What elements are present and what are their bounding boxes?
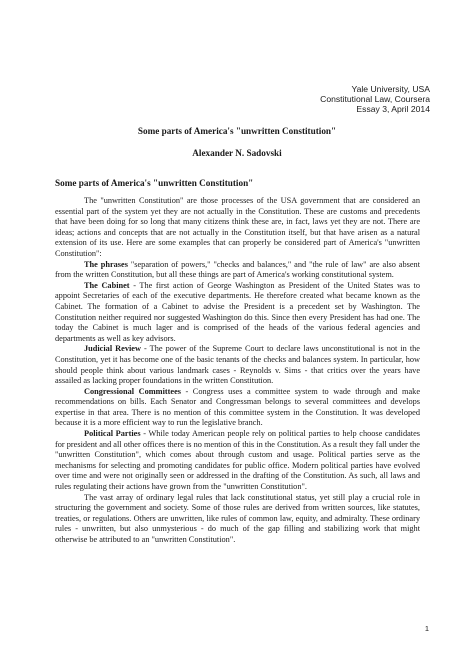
paragraph-text: "separation of powers," "checks and balances," and "the rule of law" are also absent from the written Constitution, but all these things are part of America's working constitutional system.: [55, 259, 420, 280]
affiliation-block: [320, 84, 430, 114]
paragraph-text: - Congress uses a committee system to wade through and make recommendations on bills. Each Senator and Congressman belongs to several committees and develops expertise in that area. There is no mention of this committee system in the Constitution. It was developed because it is a more efficient way to run the legislative branch.: [55, 386, 420, 428]
document-author: Alexander N. Sadovski: [192, 148, 282, 158]
section-heading: Some parts of America's "unwritten Constitution": [55, 178, 254, 188]
paragraph-political-parties: [55, 429, 420, 493]
paragraph-congressional-committees: [55, 387, 420, 429]
affiliation-university: Yale University, USA: [351, 84, 430, 94]
paragraph-lead: Political Parties: [84, 429, 141, 439]
paragraph-text: The "unwritten Constitution" are those processes of the USA government that are considered an essential part of the system yet they are not actually in the Constitution. These are customs and precedents that have been doing for so long that many citizens think these are, in fact, laws yet they are not. There are ideas; actions and concepts that are not actually in the Constitution itself, but that have arisen as a natural extension of its use. Here are some examples that can properly be considered part of America's "unwritten Constitution":: [55, 196, 420, 258]
paragraph-phrases: [55, 260, 420, 281]
affiliation-course: Constitutional Law, Coursera: [320, 94, 430, 104]
paragraph-text: - The power of the Supreme Court to declare laws unconstitutional is not in the Constitution, yet it has become one of the basic tenants of the checks and balances system. In particular, how should people think about various landmark cases - Reynolds v. Sims - that critics over the years have assailed as lacking proper foundations in the written Constitution.: [55, 344, 420, 386]
paragraph-intro: [55, 196, 420, 260]
paragraph-lead: Congressional Committees: [84, 386, 181, 396]
paragraph-text: - While today American people rely on political parties to help choose candidates for president and all other offices there is no mention of this in the Constitution. As a result they fall under the "unwritten Constitution", which comes about through custom and usage. Political parties serve as the mechanisms for selecting and promoting candidates for public office. Modern political parties have evolved over time and were not originally seen or addressed in the drafting of the Constitution. As such, all laws and rules regulating their actions have grown from the "unwritten Constitution".: [55, 429, 420, 492]
paragraph-lead: Judicial Review: [84, 344, 141, 354]
document-title: Some parts of America's "unwritten Constitution": [137, 126, 337, 136]
paragraph-lead: The Cabinet: [84, 280, 130, 290]
affiliation-essay-date: Essay 3, April 2014: [356, 104, 430, 114]
paragraph-ordinary-rules: [55, 493, 420, 546]
paragraph-judicial-review: [55, 344, 420, 386]
paragraph-text: - The first action of George Washington as President of the United States was to appoint Secretaries of each of the executive departments. He therefore created what became known as the Cabinet. The formation of a Cabinet to advise the President is a precedent set by Washington. The Constitution neither required nor suggested Washington do this. Since then every President has had one. The today the Cabinet is much lager and is comprised of the heads of the various federal agencies and departments as well as key advisors.: [55, 280, 420, 343]
body-text: [55, 196, 420, 546]
paragraph-cabinet: [55, 281, 420, 345]
page-number: 1: [424, 624, 429, 633]
paragraph-text: The vast array of ordinary legal rules that lack constitutional status, yet still play a crucial role in structuring the government and society. Some of those rules are derived from written sources, like statutes, treaties, or regulations. Others are unwritten, like rules of common law, equity, and admiralty. These ordinary rules - unwritten, but also unmysterious - do much of the gap filling and stabilizing work that might otherwise be attributed to an "unwritten Constitution".: [55, 492, 420, 544]
paragraph-lead: The phrases: [84, 259, 128, 269]
